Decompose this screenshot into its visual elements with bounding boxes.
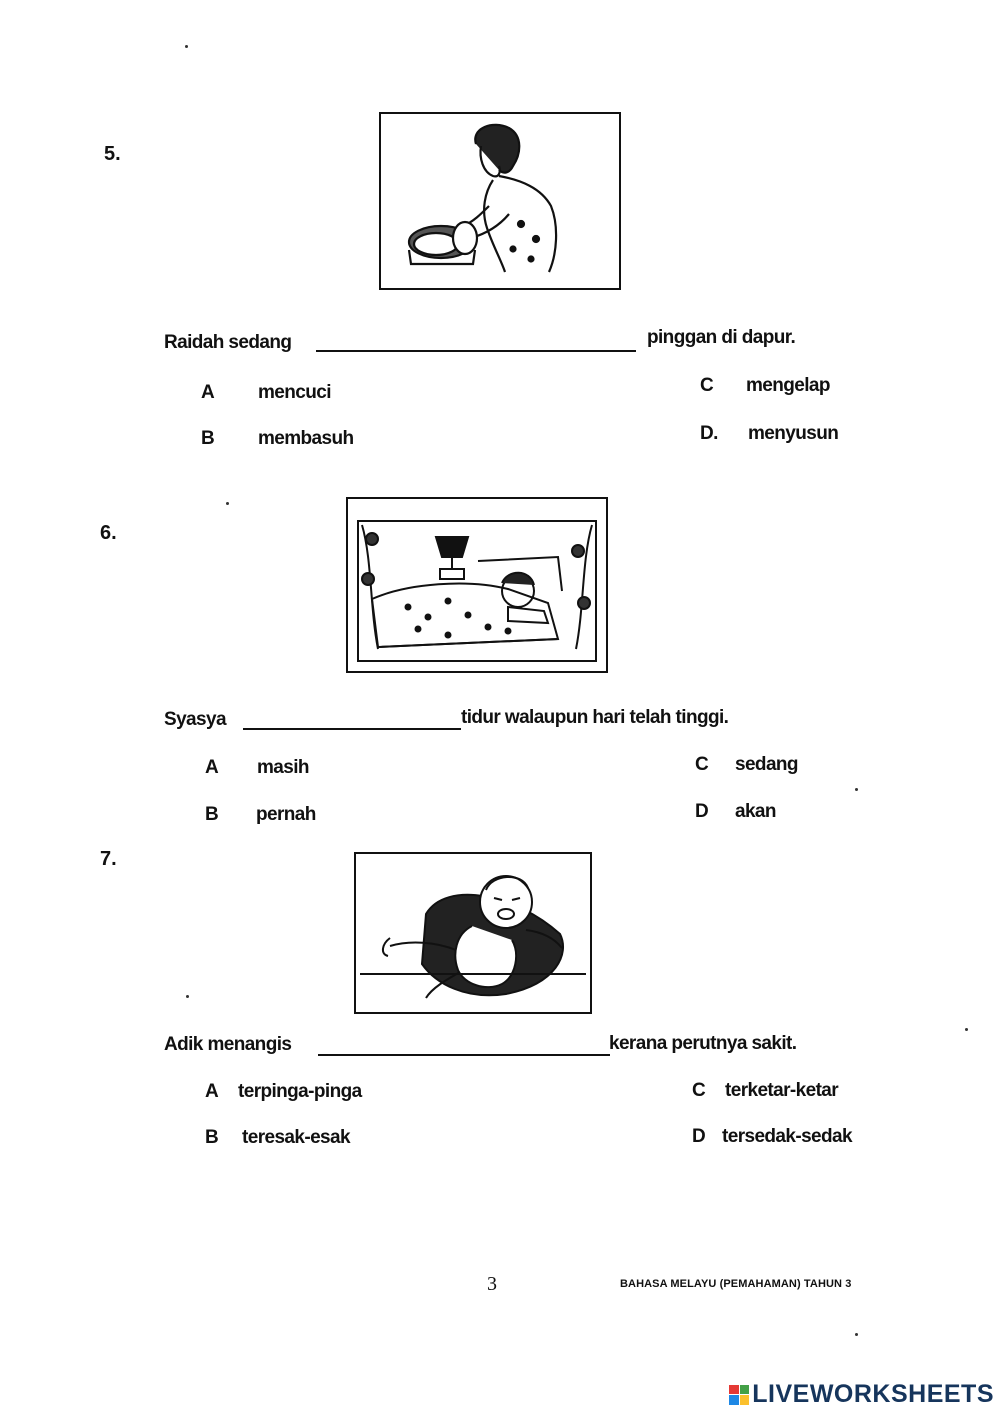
- option-letter: C: [695, 754, 709, 775]
- scan-speck: [185, 45, 188, 48]
- question-6-answer-blank[interactable]: [243, 728, 461, 730]
- question-5-picture: [379, 112, 621, 290]
- scan-speck: [226, 502, 229, 505]
- question-7-option-d[interactable]: [692, 1126, 892, 1152]
- scan-speck: [855, 788, 858, 791]
- question-6-option-a[interactable]: [205, 757, 405, 783]
- option-text: sedang: [735, 754, 798, 775]
- question-7-answer-blank[interactable]: [318, 1054, 610, 1056]
- scan-speck: [965, 1028, 968, 1031]
- option-letter: A: [205, 1081, 219, 1102]
- girl-sleeping-illustration: [348, 499, 606, 671]
- question-7-option-a[interactable]: [205, 1081, 425, 1107]
- option-text: membasuh: [258, 428, 354, 449]
- question-5-stem-end: pinggan di dapur.: [647, 327, 796, 348]
- option-letter: A: [205, 757, 219, 778]
- question-5-option-b[interactable]: [201, 428, 401, 454]
- liveworksheets-logo[interactable]: [729, 1380, 994, 1409]
- question-6-option-c[interactable]: [695, 754, 875, 780]
- question-5-stem-start: Raidah sedang: [164, 332, 292, 353]
- question-6-number: 6.: [100, 522, 117, 544]
- question-6-stem-start: Syasya: [164, 709, 226, 730]
- option-text: pernah: [256, 804, 316, 825]
- option-text: tersedak-sedak: [722, 1126, 852, 1147]
- woman-washing-dishes-illustration: [381, 114, 619, 288]
- option-letter: B: [205, 1127, 219, 1148]
- liveworksheets-mark-icon: [729, 1385, 749, 1405]
- question-5-option-d[interactable]: [700, 423, 880, 449]
- question-5-answer-blank[interactable]: [316, 350, 636, 352]
- option-letter: C: [700, 375, 714, 396]
- option-text: terpinga-pinga: [238, 1081, 362, 1102]
- question-6-stem-end: tidur walaupun hari telah tinggi.: [461, 707, 729, 728]
- option-letter: D: [692, 1126, 706, 1147]
- option-letter: A: [201, 382, 215, 403]
- question-5-option-a[interactable]: [201, 382, 401, 408]
- question-7-number: 7.: [100, 848, 117, 870]
- option-letter: B: [205, 804, 219, 825]
- option-text: teresak-esak: [242, 1127, 350, 1148]
- question-7-option-c[interactable]: [692, 1080, 892, 1106]
- question-7-stem-end: kerana perutnya sakit.: [609, 1033, 797, 1054]
- question-6-option-d[interactable]: [695, 801, 875, 827]
- question-5-option-c[interactable]: [700, 375, 880, 401]
- option-letter: D: [695, 801, 709, 822]
- question-6-option-b[interactable]: [205, 804, 405, 830]
- logo-tile: [740, 1395, 750, 1405]
- question-6-picture: [346, 497, 608, 673]
- option-text: menyusun: [748, 423, 839, 444]
- logo-tile: [740, 1385, 750, 1395]
- option-letter: D.: [700, 423, 718, 444]
- option-text: mencuci: [258, 382, 331, 403]
- option-letter: B: [201, 428, 215, 449]
- question-7-stem-start: Adik menangis: [164, 1034, 292, 1055]
- question-5-number: 5.: [104, 143, 121, 165]
- option-text: masih: [257, 757, 309, 778]
- liveworksheets-wordmark: LIVEWORKSHEETS: [752, 1380, 994, 1408]
- logo-tile: [729, 1395, 739, 1405]
- scan-speck: [855, 1333, 858, 1336]
- baby-crying-illustration: [356, 854, 590, 1012]
- option-text: mengelap: [746, 375, 830, 396]
- question-7-option-b[interactable]: [205, 1127, 425, 1153]
- option-letter: C: [692, 1080, 706, 1101]
- option-text: akan: [735, 801, 776, 822]
- logo-tile: [729, 1385, 739, 1395]
- footer-title: BAHASA MELAYU (PEMAHAMAN) TAHUN 3: [620, 1278, 852, 1290]
- page-number: 3: [487, 1273, 497, 1295]
- option-text: terketar-ketar: [725, 1080, 839, 1101]
- scan-speck: [186, 995, 189, 998]
- question-7-picture: [354, 852, 592, 1014]
